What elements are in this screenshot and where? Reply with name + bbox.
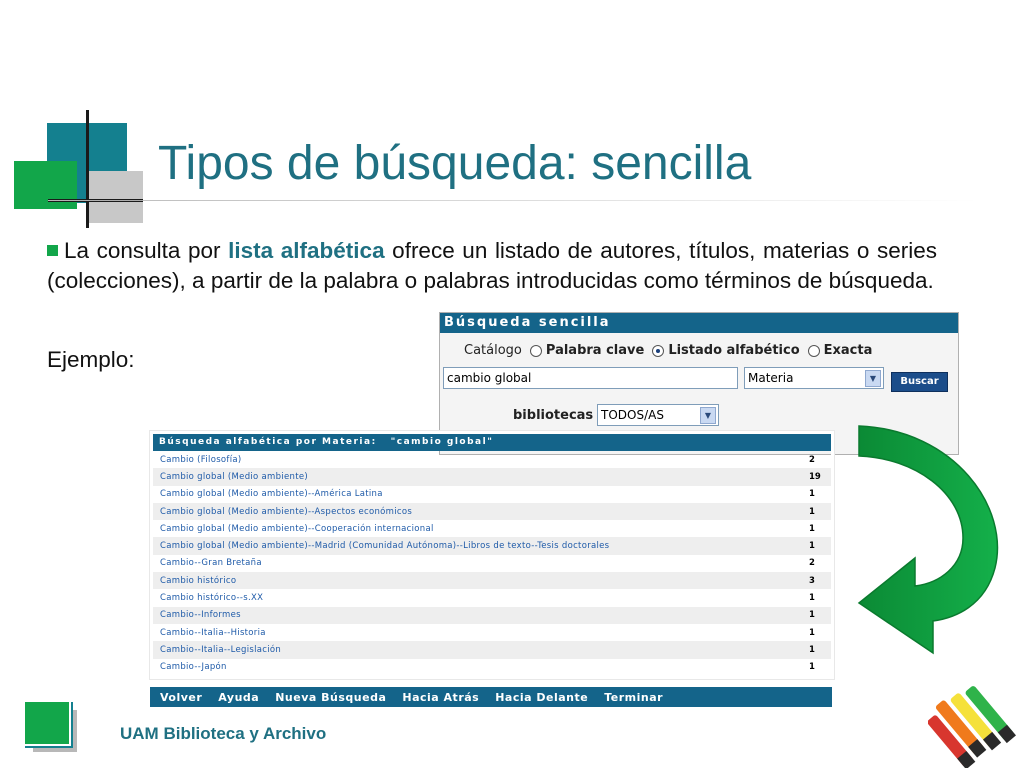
slide-title: Tipos de búsqueda: sencilla <box>158 137 752 190</box>
title-underline <box>48 200 978 201</box>
paragraph-text-before: La consulta por <box>64 238 229 263</box>
result-term-link[interactable]: Cambio global (Medio ambiente)--Cooperación internacional <box>160 523 434 534</box>
result-count: 3 <box>809 575 815 586</box>
table-row[interactable] <box>153 537 831 554</box>
search-input[interactable]: cambio global <box>443 367 738 389</box>
nav-terminar[interactable]: Terminar <box>604 690 664 704</box>
result-term-link[interactable]: Cambio global (Medio ambiente)--Aspectos económicos <box>160 506 413 517</box>
result-count: 1 <box>809 506 815 517</box>
paragraph-text-after: ofrece un listado de autores, títulos, materias o series (colecciones), a partir de la palabra o palabras introducidas como términos de búsqueda. <box>47 238 937 293</box>
libraries-label: bibliotecas <box>513 408 594 423</box>
catalog-options-row <box>464 343 872 358</box>
table-row[interactable] <box>153 659 831 676</box>
result-term-link[interactable]: Cambio histórico <box>160 575 237 586</box>
table-row[interactable] <box>153 572 831 589</box>
result-count: 1 <box>809 662 815 673</box>
nav-nueva-busqueda[interactable]: Nueva Búsqueda <box>275 690 387 704</box>
result-count: 1 <box>809 541 815 552</box>
field-select-value: Materia <box>748 371 794 385</box>
result-term-link[interactable]: Cambio global (Medio ambiente)--América Latina <box>160 489 383 500</box>
bullet-square-icon <box>47 245 58 256</box>
radio-label-listado-alfabetico: Listado alfabético <box>668 343 800 358</box>
table-row[interactable] <box>153 451 831 468</box>
table-row[interactable] <box>153 624 831 641</box>
result-count: 2 <box>809 454 815 465</box>
results-header: Búsqueda alfabética por Materia: "cambio global" <box>153 434 831 451</box>
table-row[interactable] <box>153 555 831 572</box>
result-count: 2 <box>809 558 815 569</box>
radio-exacta[interactable] <box>808 345 820 357</box>
curved-arrow-icon <box>845 418 1015 658</box>
nav-volver[interactable]: Volver <box>160 690 203 704</box>
footer-text: UAM Biblioteca y Archivo <box>120 724 327 743</box>
paragraph-highlight: lista alfabética <box>228 238 385 263</box>
result-count: 19 <box>809 471 821 482</box>
table-row[interactable] <box>153 468 831 485</box>
nav-ayuda[interactable]: Ayuda <box>218 690 260 704</box>
search-panel-header: Búsqueda sencilla <box>440 313 958 333</box>
result-count: 1 <box>809 489 815 500</box>
table-row[interactable] <box>153 520 831 537</box>
results-panel <box>150 431 834 679</box>
table-row[interactable] <box>153 641 831 658</box>
intro-paragraph <box>47 236 937 296</box>
deco-square-grey <box>89 171 143 223</box>
search-button[interactable]: Buscar <box>891 372 948 392</box>
deco-vertical-line <box>86 110 89 228</box>
table-row[interactable] <box>153 503 831 520</box>
result-count: 1 <box>809 627 815 638</box>
radio-label-exacta: Exacta <box>823 343 873 358</box>
field-select[interactable] <box>744 367 884 389</box>
result-term-link[interactable]: Cambio global (Medio ambiente)--Madrid (Comunidad Autónoma)--Libros de texto--Tesis doctorales <box>160 541 610 552</box>
table-row[interactable] <box>153 486 831 503</box>
radio-palabra-clave[interactable] <box>530 345 542 357</box>
chevron-down-icon[interactable]: ▼ <box>700 407 716 424</box>
results-navbar <box>150 687 832 707</box>
nav-hacia-atras[interactable]: Hacia Atrás <box>402 690 480 704</box>
radio-label-palabra-clave: Palabra clave <box>545 343 645 358</box>
result-count: 1 <box>809 644 815 655</box>
catalog-label: Catálogo <box>464 343 522 358</box>
result-term-link[interactable]: Cambio (Filosofía) <box>160 454 242 465</box>
libraries-select-value: TODOS/AS <box>601 408 664 422</box>
result-count: 1 <box>809 610 815 621</box>
results-list <box>153 451 831 676</box>
result-term-link[interactable]: Cambio--Gran Bretaña <box>160 558 262 569</box>
result-term-link[interactable]: Cambio histórico--s.XX <box>160 593 264 604</box>
example-label: Ejemplo: <box>47 347 135 372</box>
result-term-link[interactable]: Cambio global (Medio ambiente) <box>160 471 308 482</box>
markers-icon <box>928 676 1024 768</box>
radio-listado-alfabetico[interactable] <box>652 345 664 357</box>
footer-square-green <box>23 700 71 746</box>
libraries-select[interactable] <box>597 404 719 426</box>
result-term-link[interactable]: Cambio--Italia--Historia <box>160 627 266 638</box>
chevron-down-icon[interactable]: ▼ <box>865 370 881 387</box>
table-row[interactable] <box>153 589 831 606</box>
table-row[interactable] <box>153 607 831 624</box>
result-term-link[interactable]: Cambio--Italia--Legislación <box>160 644 282 655</box>
nav-hacia-delante[interactable]: Hacia Delante <box>495 690 589 704</box>
result-term-link[interactable]: Cambio--Informes <box>160 610 241 621</box>
result-count: 1 <box>809 593 815 604</box>
result-term-link[interactable]: Cambio--Japón <box>160 662 227 673</box>
result-count: 1 <box>809 523 815 534</box>
